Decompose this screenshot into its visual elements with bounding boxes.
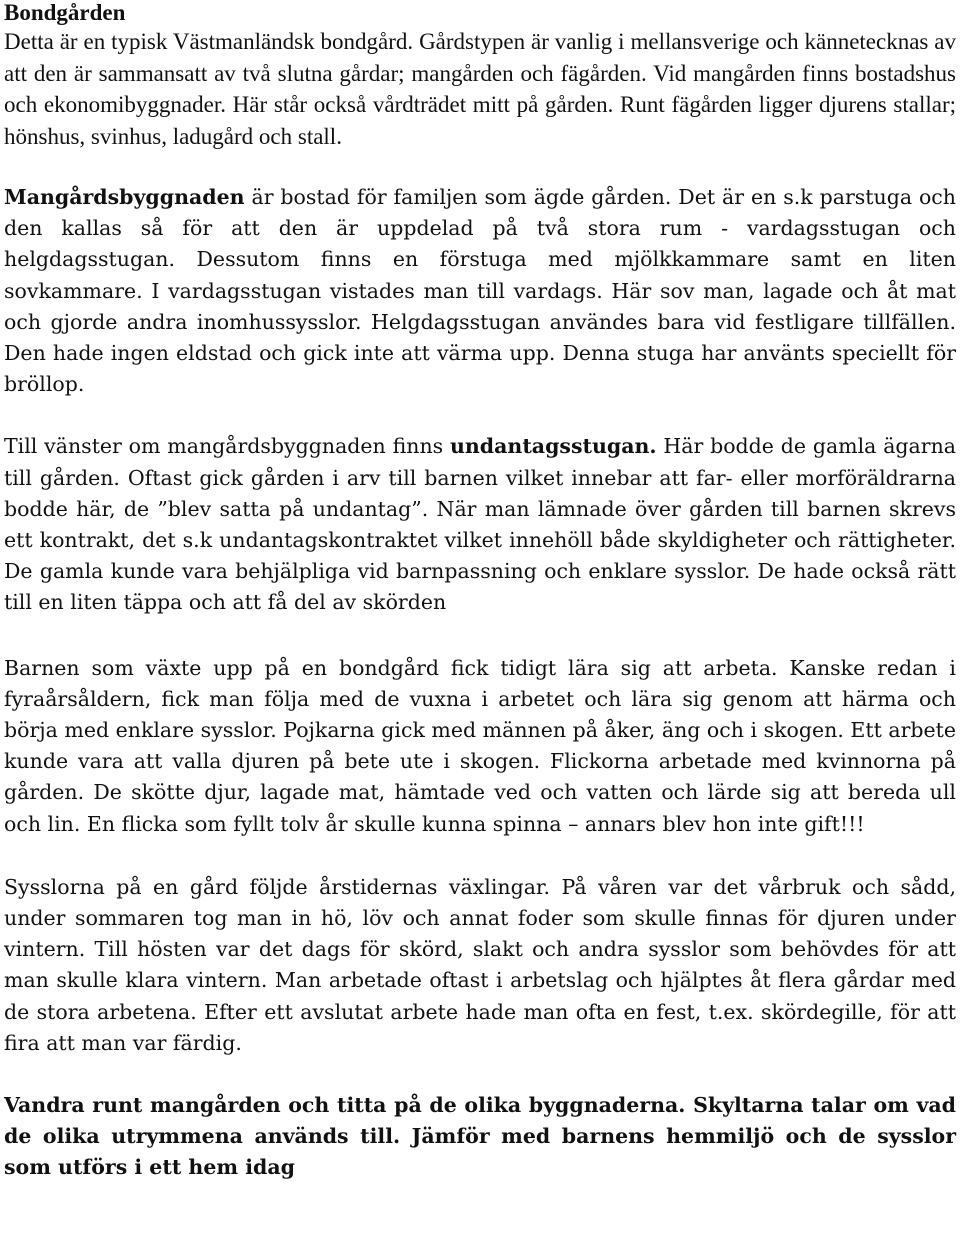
paragraph-spacer	[4, 152, 956, 182]
undantagsstugan-heading: undantagsstugan.	[450, 434, 657, 459]
paragraph-spacer	[4, 1059, 956, 1090]
undantagsstugan-text: Här bodde de gamla ägarna till gården. Oftast gick gården i arv till barnen vilket innebar att far- eller morföräldrarna bodde här, de ”blev satta på undantag”. När man lämnade över gården till barnen skrevs ett kontrakt, det s.k undantagskontraktet vilket innehöll både skyldigheter och rättigheter. De gamla kunde vara behjälpliga vid barnpassning och enklare sysslor. De hade också rätt till en liten täppa och att få del av skörden	[4, 434, 956, 615]
sysslorna-paragraph: Sysslorna på en gård följde årstidernas växlingar. På våren var det vårbruk och sådd, under sommaren tog man in hö, löv och annat foder som skulle finnas för djuren under vintern. Till hösten var det dags för skörd, slakt och andra sysslor som behövdes för att man skulle klara vintern. Man arbetade oftast i arbetslag och hjälptes åt flera gårdar med de stora arbetena. Efter ett avslutat arbete hade man ofta en fest, t.ex. skördegille, för att fira att man var färdig.	[4, 874, 956, 1055]
barnen-paragraph: Barnen som växte upp på en bondgård fick tidigt lära sig att arbeta. Kanske redan i fyraårsåldern, fick man följa med de vuxna i arbetet och lära sig genom att härma och börja med enklare sysslor. Pojkarna gick med männen på åker, äng och i skogen. Ett arbete kunde vara att valla djuren på bete ute i skogen. Flickorna arbetade med kvinnorna på gården. De skötte djur, lagade mat, hämtade ved och vatten och lärde sig att bereda ull och lin. En flicka som fyllt tolv år skulle kunna spinna – annars blev hon inte gift!!!	[4, 655, 956, 836]
paragraph-spacer	[4, 619, 956, 653]
mangardsbyggnaden-text: är bostad för familjen som ägde gården. Det är en s.k parstuga och den kallas så för att den är uppdelad på två stora rum - vardagsstugan och helgdagsstugan. Dessutom finns en förstuga med mjölkkammare samt en liten sovkammare. I vardagsstugan vistades man till vardags. Här sov man, lagade och åt mat och gjorde andra inomhussysslor. Helgdagsstugan användes bara vid festligare tillfällen. Den hade ingen eldstad och gick inte att värma upp. Denna stuga har använts speciellt för bröllop.	[4, 185, 956, 397]
paragraph-spacer	[4, 840, 956, 872]
undantagsstugan-paragraph	[4, 431, 956, 618]
document-title: Bondgården	[4, 0, 126, 25]
paragraph-spacer	[4, 400, 956, 431]
mangardsbyggnaden-heading: Mangårdsbyggnaden	[4, 185, 245, 209]
task-instruction-paragraph: Vandra runt mangården och titta på de olika byggnaderna. Skyltarna talar om vad de olika utrymmena används till. Jämför med barnens hemmiljö och de sysslor som utförs i ett hem idag	[4, 1093, 956, 1180]
undantagsstugan-intro: Till vänster om mangårdsbyggnaden finns	[4, 434, 450, 459]
intro-paragraph: Detta är en typisk Västmanländsk bondgård. Gårdstypen är vanlig i mellansverige och kännetecknas av att den är sammansatt av två slutna gårdar; mangården och fägården. Vid mangården finns bostadshus och ekonomibyggnader. Här står också vårdträdet mitt på gården. Runt fägården ligger djurens stallar; hönshus, svinhus, ladugård och stall.	[4, 29, 956, 149]
mangardsbyggnaden-paragraph	[4, 182, 956, 400]
